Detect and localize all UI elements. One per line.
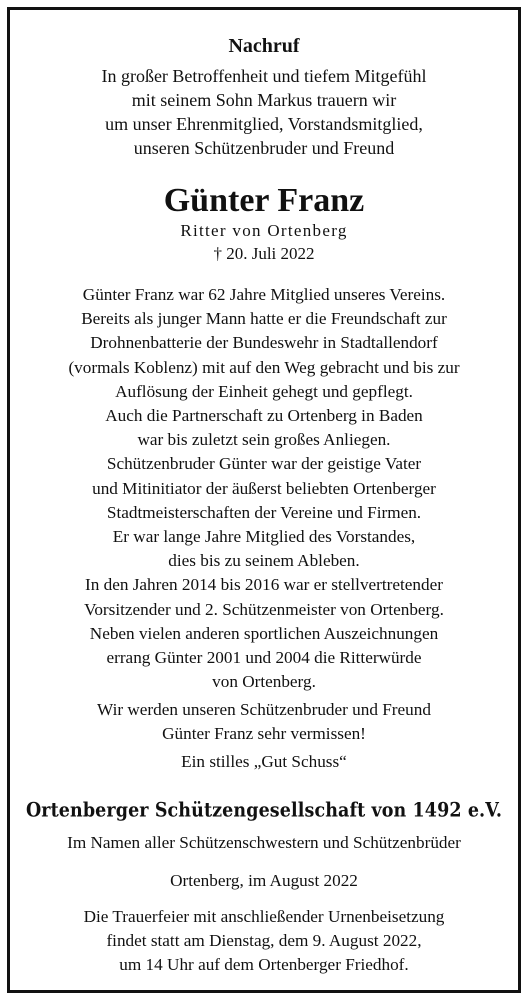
- funeral-line: findet statt am Dienstag, dem 9. August 2022,: [106, 931, 422, 950]
- biography-line: und Mitinitiator der äußerst beliebten Ortenberger: [92, 478, 436, 498]
- biography-line: Er war lange Jahre Mitglied des Vorstandes,: [112, 527, 416, 547]
- intro-line: In großer Betroffenheit und tiefem Mitgefühl: [101, 66, 427, 86]
- farewell-text: Ein stilles „Gut Schuss“: [181, 752, 347, 771]
- biography-line: Drohnenbatterie der Bundeswehr in Stadtallendorf: [90, 333, 438, 353]
- intro-line: um unser Ehrenmitglied, Vorstandsmitglied,: [105, 114, 423, 134]
- biography-line: Stadtmeisterschaften der Vereine und Firmen.: [106, 502, 422, 522]
- closing-line: Günter Franz sehr vermissen!: [162, 724, 366, 743]
- notice-heading: Nachruf: [228, 35, 300, 57]
- biography-line: Schützenbruder Günter war der geistige Vater: [106, 454, 422, 474]
- intro-line: unseren Schützenbruder und Freund: [133, 138, 395, 158]
- biography-line: von Ortenberg.: [212, 672, 316, 692]
- deceased-title: Ritter von Ortenberg: [180, 221, 348, 240]
- funeral-line: Die Trauerfeier mit anschließender Urnenbeisetzung: [83, 907, 445, 926]
- place-date: Ortenberg, im August 2022: [170, 871, 358, 890]
- biography-line: Auflösung der Einheit gehegt und gepflegt.: [115, 381, 413, 401]
- biography-line: Auch die Partnerschaft zu Ortenberg in Baden: [105, 406, 423, 426]
- biography-line: Vorsitzender und 2. Schützenmeister von Ortenberg.: [84, 599, 444, 619]
- obituary-notice: [10, 10, 518, 990]
- biography-line: war bis zuletzt sein großes Anliegen.: [137, 430, 391, 450]
- closing-text: [10, 698, 518, 746]
- biography-text: [10, 283, 518, 694]
- biography-line: Neben vielen anderen sportlichen Auszeichnungen: [89, 623, 439, 643]
- funeral-info: [10, 905, 518, 977]
- on-behalf-text: Im Namen aller Schützenschwestern und Schützenbrüder: [67, 833, 461, 852]
- biography-line: Bereits als junger Mann hatte er die Freundschaft zur: [81, 309, 447, 329]
- biography-line: errang Günter 2001 und 2004 die Ritterwürde: [106, 648, 422, 668]
- closing-line: Wir werden unseren Schützenbruder und Freund: [97, 700, 431, 719]
- death-date: † 20. Juli 2022: [213, 244, 315, 263]
- deceased-name: Günter Franz: [163, 182, 365, 219]
- club-name: Ortenberger Schützengesellschaft von 1492 e.V.: [25, 800, 503, 822]
- biography-line: In den Jahren 2014 bis 2016 war er stellvertretender: [85, 575, 443, 595]
- funeral-line: um 14 Uhr auf dem Ortenberger Friedhof.: [119, 955, 409, 974]
- biography-line: dies bis zu seinem Ableben.: [168, 551, 360, 571]
- intro-text: [10, 64, 518, 160]
- biography-line: Günter Franz war 62 Jahre Mitglied unseres Vereins.: [82, 285, 446, 304]
- biography-line: (vormals Koblenz) mit auf den Weg gebracht und bis zur: [68, 357, 460, 377]
- intro-line: mit seinem Sohn Markus trauern wir: [131, 90, 397, 110]
